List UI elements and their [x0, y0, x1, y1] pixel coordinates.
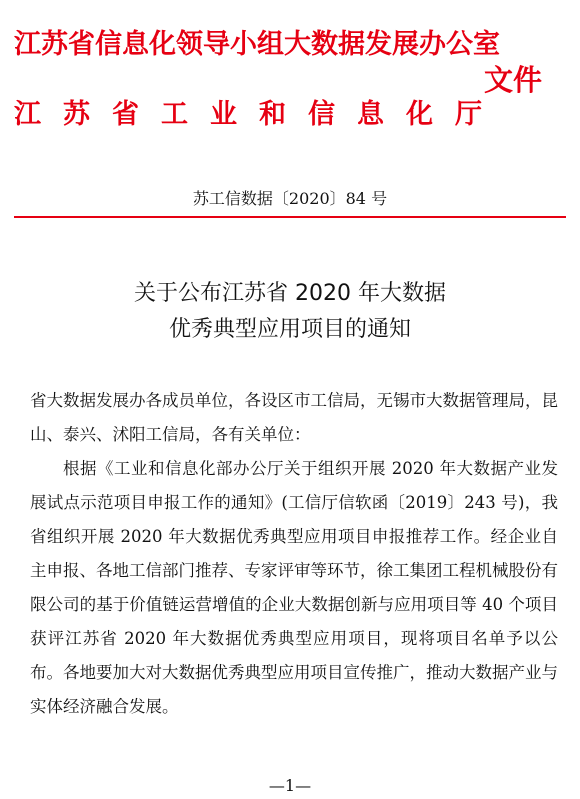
- document-type-suffix: 文件: [484, 63, 543, 97]
- addressees-paragraph: 省大数据发展办各成员单位，各设区市工信局，无锡市大数据管理局，昆山、泰兴、沭阳工信局，各有关单位：: [30, 391, 558, 444]
- document-title-line-1: 关于公布江苏省 2020 年大数据: [134, 281, 446, 306]
- body-paragraph-1: 根据《工业和信息化部办公厅关于组织开展 2020 年大数据产业发展试点示范项目申报工作的通知》(工信厅信软函〔2019〕243 号)，我省组织开展 2020 年大数据优秀典型应用项目申报推荐工作。经企业自主申报、各地工信部门推荐、专家评审等环节，徐工集团工程机械股份有限公司的基于价值链运营增值的企业大数据创新与应用项目等 40 个项目获评江苏省 2020 年大数据优秀典型应用项目，现将项目名单予以公布。各地要加大对大数据优秀典型应用项目宣传推广，推动大数据产业与实体经济融合发展。: [30, 459, 558, 716]
- document-title: [0, 276, 580, 348]
- document-body: [30, 384, 558, 724]
- issuing-org-line-1: 江苏省信息化领导小组大数据发展办公室: [14, 29, 500, 60]
- issuing-org-line-2: 江苏省工业和信息化厅: [14, 99, 504, 130]
- document-number: 苏工信数据〔2020〕84 号: [192, 189, 388, 208]
- document-header: [0, 0, 580, 150]
- page-number: —1—: [268, 776, 312, 795]
- document-title-line-2: 优秀典型应用项目的通知: [168, 317, 411, 342]
- red-separator-line: [14, 216, 566, 218]
